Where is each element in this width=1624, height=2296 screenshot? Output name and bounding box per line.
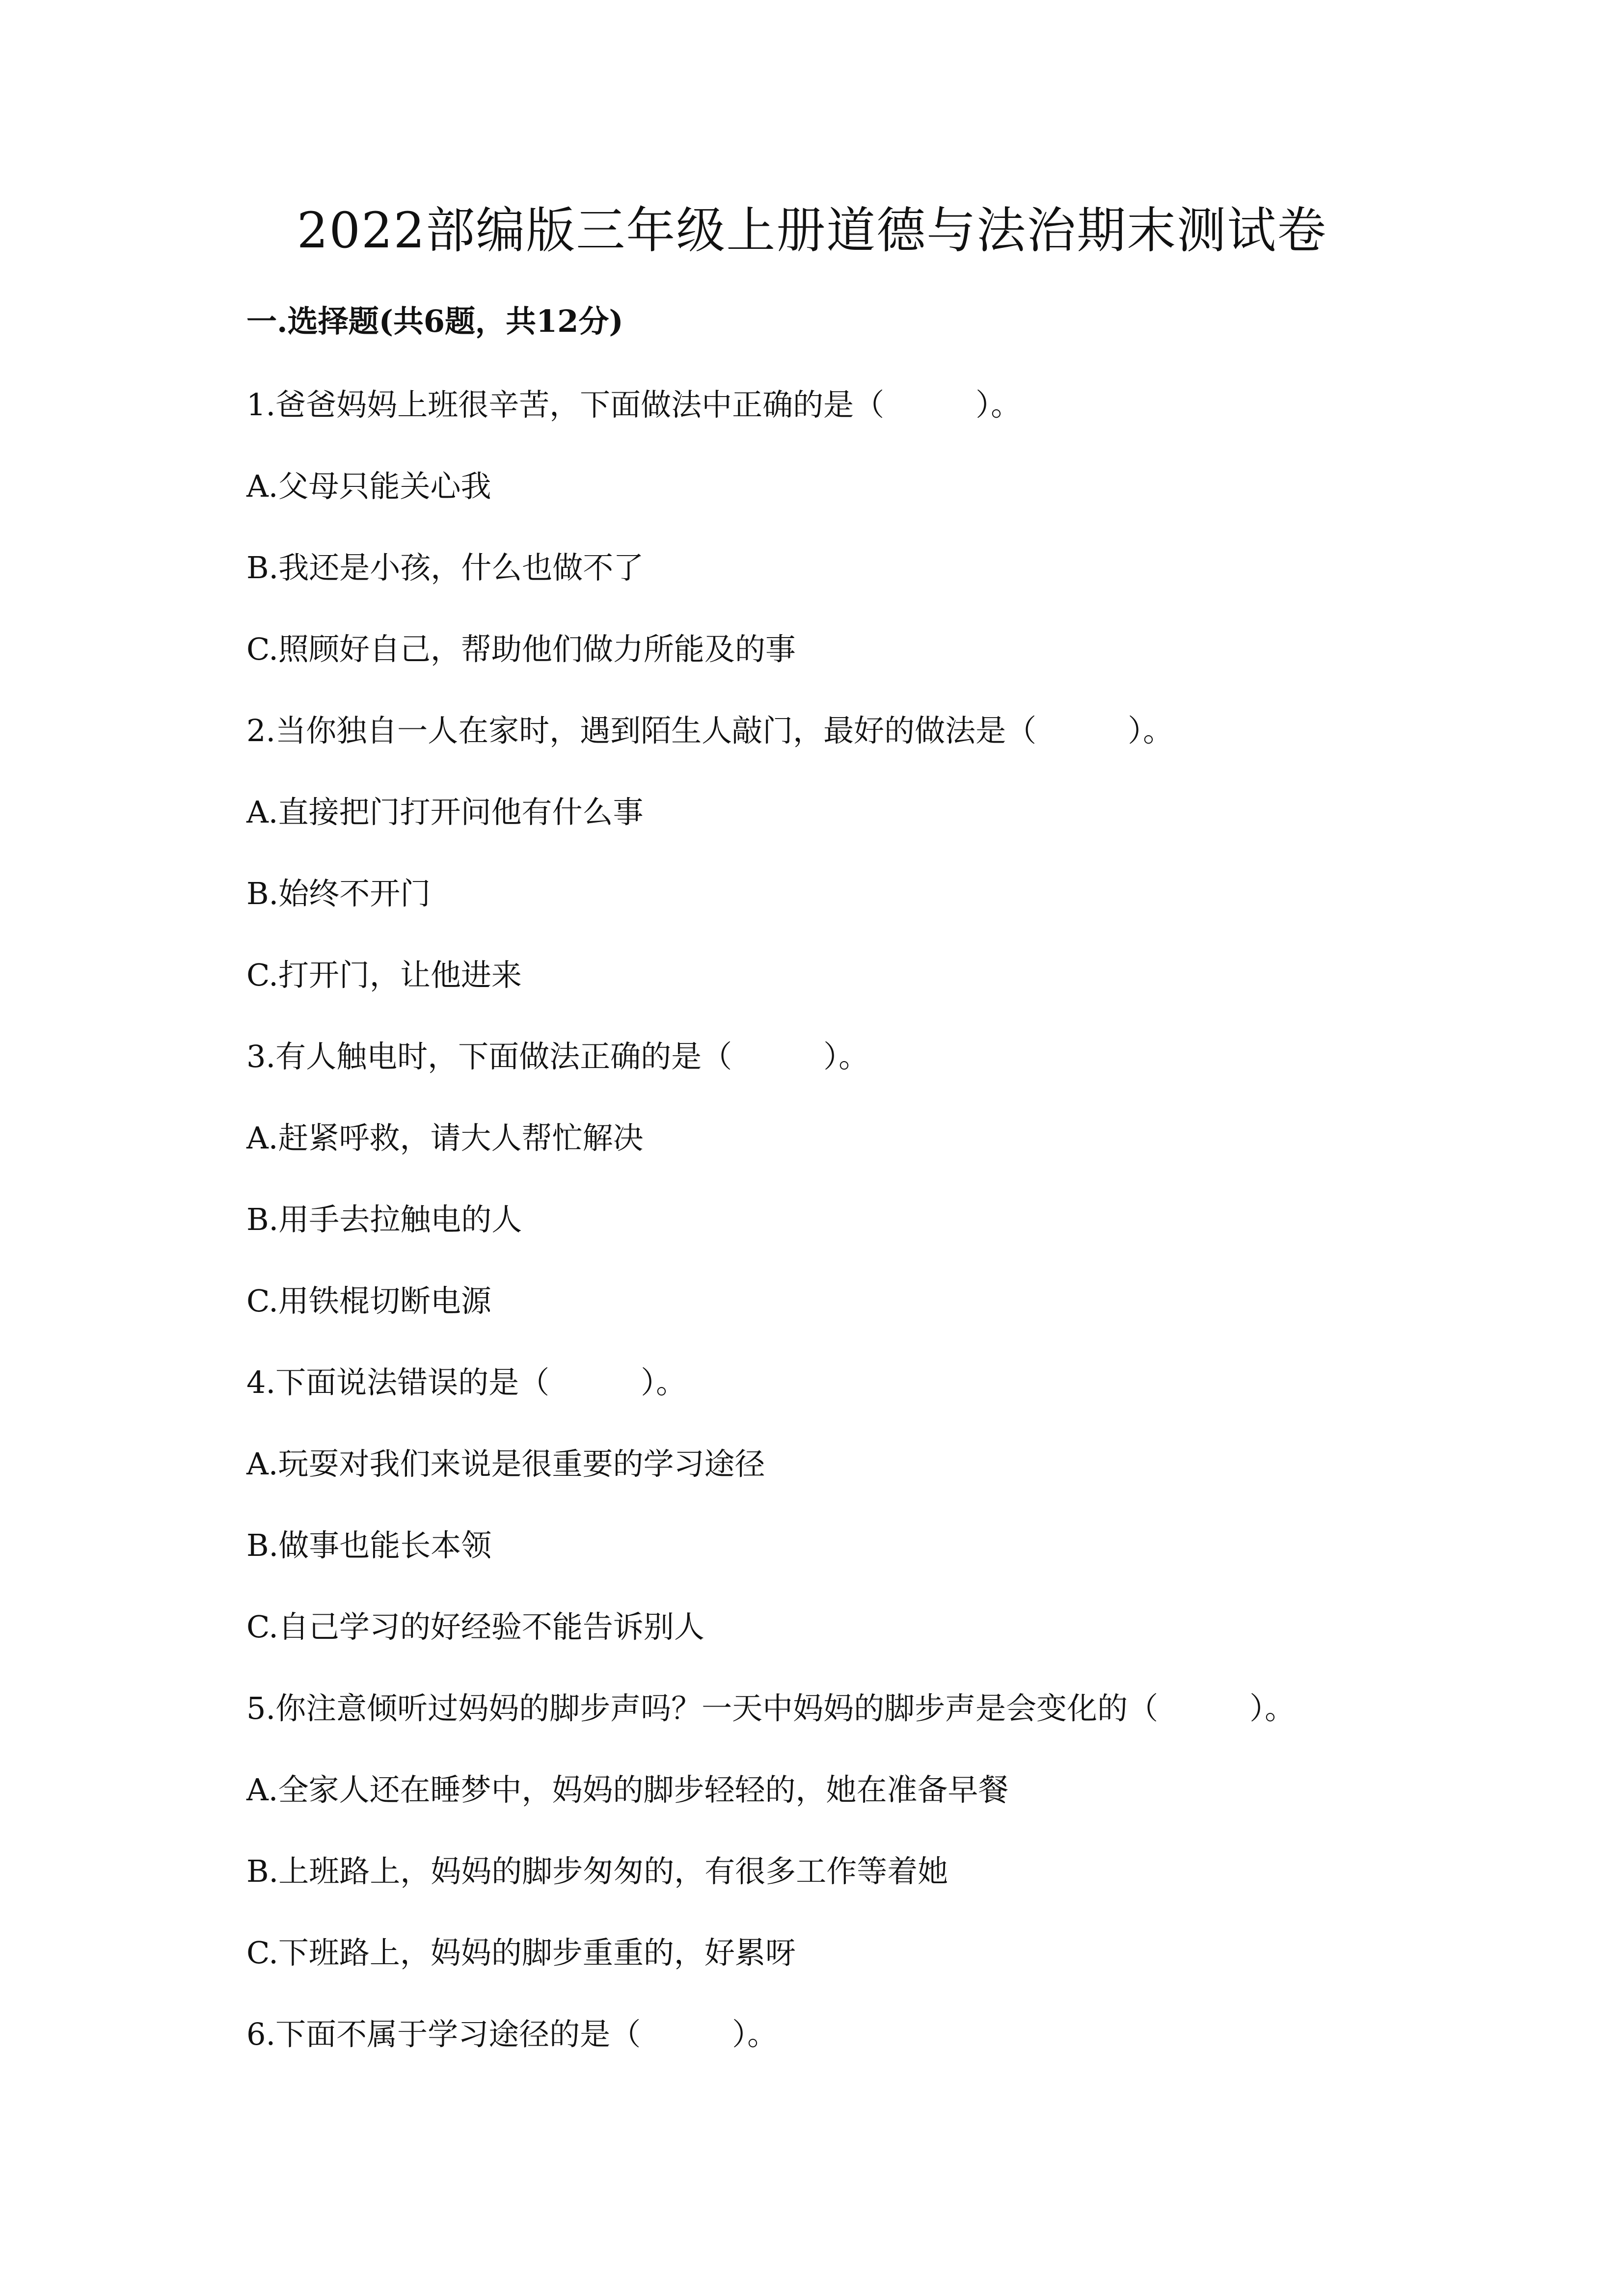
page-title: 2022部编版三年级上册道德与法治期末测试卷 <box>297 202 1327 259</box>
question-2-option-b: B.始终不开门 <box>246 876 431 911</box>
question-3-option-c: C.用铁棍切断电源 <box>246 1283 491 1319</box>
question-5-option-a: A.全家人还在睡梦中，妈妈的脚步轻轻的，她在准备早餐 <box>246 1772 1009 1808</box>
question-5-option-b: B.上班路上，妈妈的脚步匆匆的，有很多工作等着她 <box>246 1853 948 1889</box>
question-1-option-b: B.我还是小孩，什么也做不了 <box>246 550 644 586</box>
question-3-option-b: B.用手去拉触电的人 <box>246 1201 522 1237</box>
question-4-option-a: A.玩耍对我们来说是很重要的学习途径 <box>246 1446 765 1482</box>
question-6-stem: 6.下面不属于学习途径的是（ ）。 <box>246 2016 778 2052</box>
question-4-option-b: B.做事也能长本领 <box>246 1527 492 1563</box>
question-4-option-c: C.自己学习的好经验不能告诉别人 <box>246 1609 704 1645</box>
question-5-stem: 5.你注意倾听过妈妈的脚步声吗？一天中妈妈的脚步声是会变化的（ ）。 <box>246 1690 1296 1726</box>
question-3-stem: 3.有人触电时，下面做法正确的是（ ）。 <box>246 1039 869 1074</box>
question-1-option-c: C.照顾好自己，帮助他们做力所能及的事 <box>246 631 796 667</box>
question-list <box>246 380 1425 2091</box>
question-4-stem: 4.下面说法错误的是（ ）。 <box>246 1364 687 1400</box>
question-1-stem: 1.爸爸妈妈上班很辛苦，下面做法中正确的是（ ）。 <box>246 387 1022 423</box>
question-5-option-c: C.下班路上，妈妈的脚步重重的，好累呀 <box>246 1935 796 1971</box>
question-3-option-a: A.赶紧呼救，请大人帮忙解决 <box>246 1120 644 1156</box>
section-heading: 一.选择题(共6题，共12分) <box>246 303 623 339</box>
question-2-option-a: A.直接把门打开问他有什么事 <box>246 794 644 830</box>
question-2-option-c: C.打开门，让他进来 <box>246 957 522 993</box>
question-2-stem: 2.当你独自一人在家时，遇到陌生人敲门，最好的做法是（ ）。 <box>246 713 1174 748</box>
question-1-option-a: A.父母只能关心我 <box>246 468 491 504</box>
